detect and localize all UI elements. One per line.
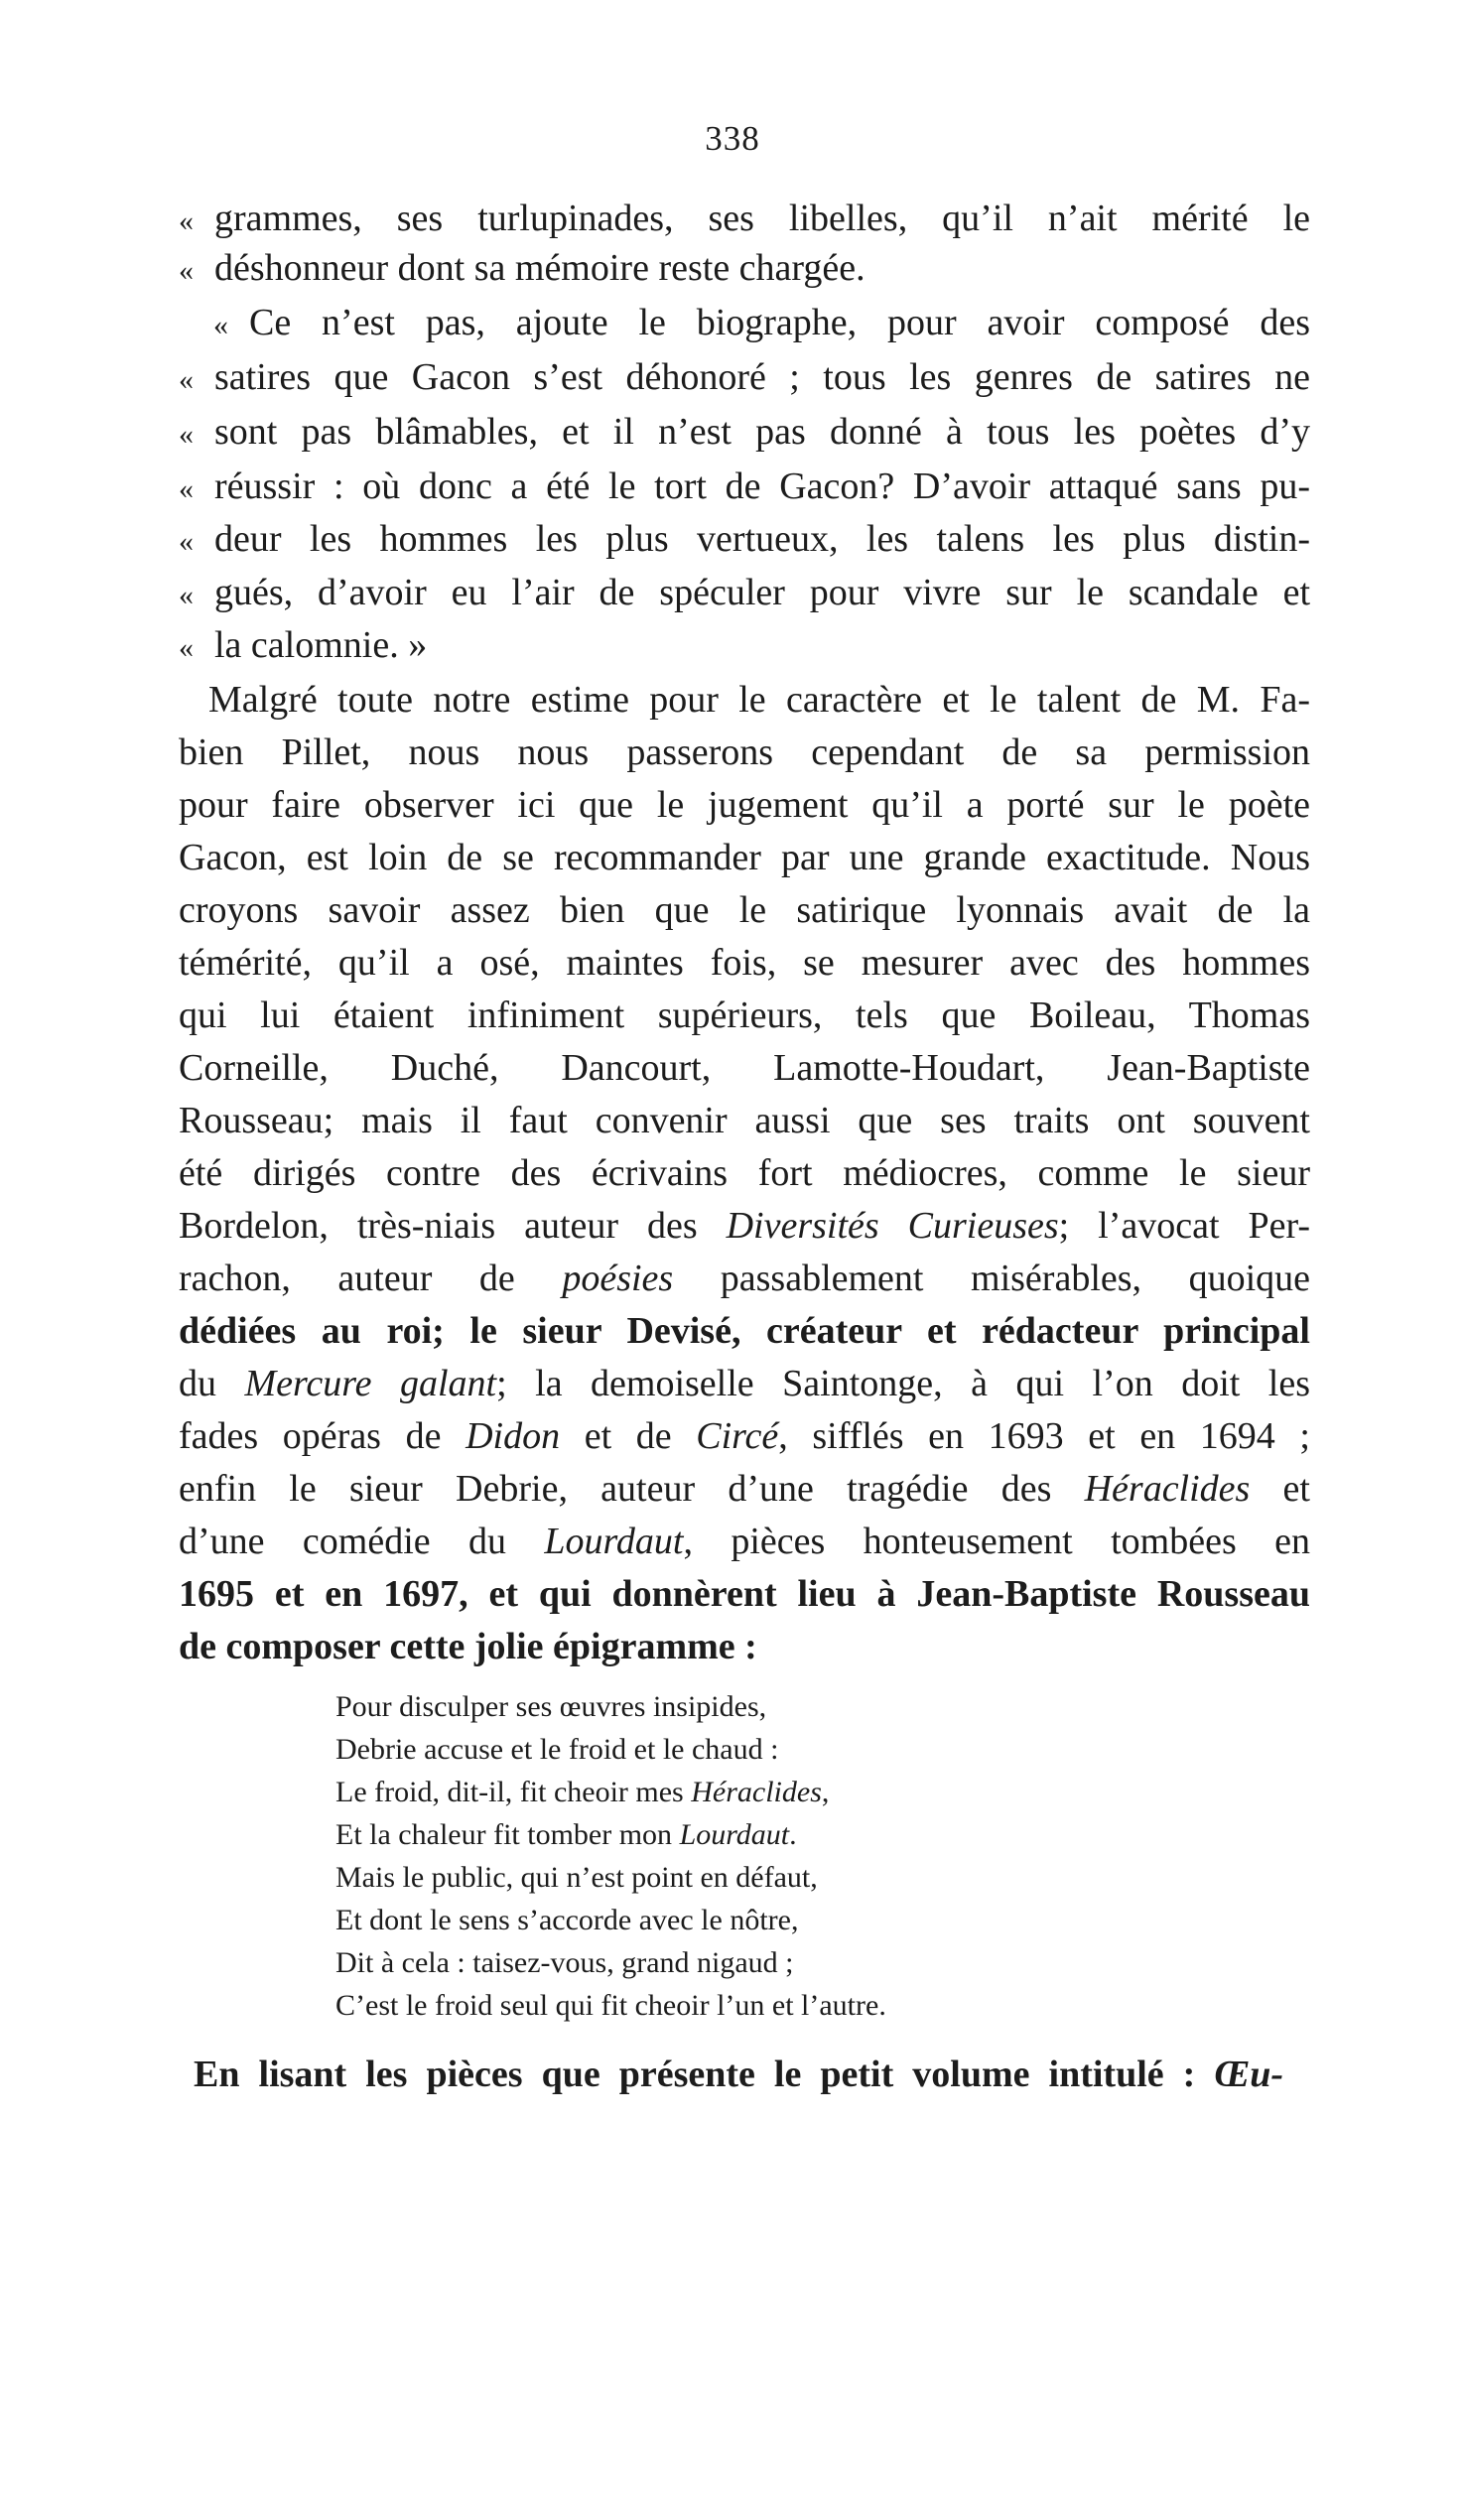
verse-line: Pour disculper ses œuvres insipides, <box>335 1690 767 1723</box>
quote-mark: « <box>179 525 194 558</box>
page-number: 338 <box>705 119 760 158</box>
quoted-line-text: gués, d’avoir eu l’air de spéculer pour vivre sur le scandale et <box>214 572 1310 613</box>
text-run: , pièces honteusement tombées en <box>683 1521 1311 1562</box>
paragraph-line <box>179 1254 1310 1303</box>
text-run: enfin le sieur Debrie, auteur d’une tragédie des <box>179 1468 1085 1510</box>
paragraph-line <box>179 1201 1310 1251</box>
text-run: , <box>821 1776 830 1808</box>
quote-mark: « <box>213 309 228 341</box>
text-run: En lisant les pièces que présente le petit volume intitulé : <box>194 2054 1215 2095</box>
verse-line: Debrie accuse et le froid et le chaud : <box>335 1733 779 1766</box>
verse-line <box>335 1773 829 1812</box>
quote-mark: « <box>179 631 194 664</box>
paragraph-line: croyons savoir assez bien que le satirique lyonnais avait de la <box>179 889 1310 931</box>
paragraph-line: Rousseau; mais il faut convenir aussi que ses traits ont souvent <box>179 1100 1310 1141</box>
italic-word: poésies <box>562 1258 674 1299</box>
paragraph-line <box>179 1359 1310 1408</box>
text-run: Bordelon, très-niais auteur des <box>179 1205 727 1247</box>
paragraph-line: été dirigés contre des écrivains fort médiocres, comme le sieur <box>179 1152 1310 1194</box>
paragraph-line: témérité, qu’il a osé, maintes fois, se mesurer avec des hommes <box>179 942 1310 984</box>
verse-line: Et dont le sens s’accorde avec le nôtre, <box>335 1904 799 1936</box>
quote-mark: « <box>179 204 194 237</box>
quoted-line <box>179 568 1310 620</box>
text-run: ; la demoiselle Saintonge, à qui l’on doit les <box>496 1363 1310 1404</box>
quote-mark: « <box>179 579 194 611</box>
paragraph-line: 1695 et en 1697, et qui donnèrent lieu à Jean-Baptiste Rousseau <box>179 1573 1310 1615</box>
quote-mark: « <box>179 472 194 505</box>
text-run: , sifflés en 1693 et en 1694 ; <box>778 1415 1310 1457</box>
text-run: du <box>179 1363 245 1404</box>
text-run: d’une comédie du <box>179 1521 545 1562</box>
quoted-line-text: déshonneur dont sa mémoire reste chargée. <box>214 247 866 289</box>
italic-title: Mercure galant <box>244 1363 497 1404</box>
italic-title: Didon <box>466 1415 561 1457</box>
quote-mark: « <box>179 363 194 396</box>
paragraph-line: Malgré toute notre estime pour le caractère et le talent de M. Fa- <box>208 679 1310 721</box>
quote-mark: « <box>179 254 194 287</box>
paragraph-line <box>194 2050 1283 2099</box>
quoted-line-text: grammes, ses turlupinades, ses libelles, qu’il n’ait mérité le <box>214 198 1310 239</box>
paragraph-line: qui lui étaient infiniment supérieurs, tels que Boileau, Thomas <box>179 995 1310 1036</box>
paragraph-line <box>179 1464 1310 1514</box>
text-run: . <box>789 1818 797 1851</box>
quoted-line-text: deur les hommes les plus vertueux, les talens les plus distin- <box>214 518 1310 560</box>
quoted-line-text: la calomnie. » <box>214 624 428 666</box>
paragraph-line: bien Pillet, nous nous passerons cependant de sa permission <box>179 731 1310 773</box>
italic-title: Lourdaut <box>544 1521 684 1562</box>
paragraph-line <box>179 1517 1310 1566</box>
text-run: rachon, auteur de <box>179 1258 563 1299</box>
verse-line: Mais le public, qui n’est point en défaut, <box>335 1861 818 1894</box>
text-run: passablement misérables, quoique <box>673 1258 1310 1299</box>
text-run: ; l’avocat Per- <box>1058 1205 1311 1247</box>
paragraph-line <box>179 1411 1310 1461</box>
italic-title: Lourdaut <box>679 1818 790 1851</box>
text-run: Et la chaleur fit tomber mon <box>335 1818 680 1851</box>
paragraph-line: de composer cette jolie épigramme : <box>179 1626 757 1667</box>
quoted-line <box>179 243 1310 296</box>
quoted-line <box>179 462 1310 514</box>
quoted-line-text: sont pas blâmables, et il n’est pas donné à tous les poètes d’y <box>214 411 1310 453</box>
paragraph-line: Corneille, Duché, Dancourt, Lamotte-Houdart, Jean-Baptiste <box>179 1047 1310 1089</box>
text-run: et de <box>560 1415 697 1457</box>
quoted-line <box>179 620 1310 673</box>
paragraph-line: pour faire observer ici que le jugement qu’il a porté sur le poète <box>179 784 1310 826</box>
paragraph-line: dédiées au roi; le sieur Devisé, créateur et rédacteur principal <box>179 1310 1310 1352</box>
italic-title: Diversités Curieuses <box>726 1205 1059 1247</box>
quote-mark: « <box>179 418 194 451</box>
italic-title: Héraclides <box>1084 1468 1251 1510</box>
italic-title: Œu- <box>1214 2054 1283 2095</box>
quoted-line <box>213 298 1310 350</box>
text-run: fades opéras de <box>179 1415 466 1457</box>
verse-line: C’est le froid seul qui fit cheoir l’un et l’autre. <box>335 1989 886 2022</box>
verse-line: Dit à cela : taisez-vous, grand nigaud ; <box>335 1946 794 1979</box>
quoted-line-text: réussir : où donc a été le tort de Gacon? D’avoir attaqué sans pu- <box>214 465 1310 507</box>
text-run: et <box>1250 1468 1310 1510</box>
verse-line <box>335 1815 797 1855</box>
italic-title: Héraclides <box>691 1776 822 1808</box>
quoted-line-text: satires que Gacon s’est déhonoré ; tous les genres de satires ne <box>214 356 1310 398</box>
italic-title: Circé <box>696 1415 779 1457</box>
quoted-line <box>179 514 1310 567</box>
quoted-line <box>179 194 1310 246</box>
quoted-line <box>179 352 1310 405</box>
quoted-line <box>179 407 1310 460</box>
quoted-line-text: Ce n’est pas, ajoute le biographe, pour avoir composé des <box>249 302 1310 343</box>
text-run: Le froid, dit-il, fit cheoir mes <box>335 1776 692 1808</box>
paragraph-line: Gacon, est loin de se recommander par une grande exactitude. Nous <box>179 837 1310 878</box>
